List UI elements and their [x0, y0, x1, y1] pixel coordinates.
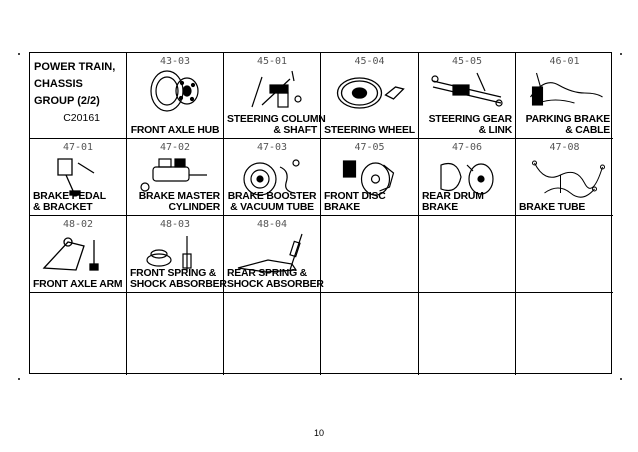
- axle-arm-icon: [38, 230, 118, 276]
- part-code: 48-03: [159, 219, 191, 230]
- part-cell-48-02[interactable]: [30, 216, 127, 293]
- part-cell-47-06[interactable]: [419, 139, 516, 216]
- part-cell-47-08[interactable]: [516, 139, 613, 216]
- part-caption: [324, 125, 415, 136]
- part-cell-47-02[interactable]: [127, 139, 224, 216]
- part-caption: [33, 279, 123, 290]
- group-title-line: CHASSIS: [34, 78, 83, 90]
- part-cell-43-03[interactable]: [127, 53, 224, 139]
- part-caption: [422, 114, 512, 136]
- part-cell-47-03[interactable]: [224, 139, 321, 216]
- part-code: 47-06: [451, 142, 483, 153]
- part-caption: [130, 268, 227, 290]
- part-caption: [130, 125, 220, 136]
- part-caption-line: & VACUUM TUBE: [230, 202, 314, 213]
- part-code: 45-05: [451, 56, 483, 67]
- part-cell-45-01[interactable]: [224, 53, 326, 139]
- part-caption-line: BRAKE PEDAL: [33, 191, 106, 202]
- empty-cell: [30, 293, 127, 375]
- group-code: C20161: [63, 112, 100, 124]
- group-title-line: GROUP (2/2): [34, 95, 100, 107]
- parking-brake-icon: [524, 67, 605, 113]
- part-caption-line: CYLINDER: [168, 202, 220, 213]
- part-code: 47-05: [354, 142, 385, 153]
- group-title-line: POWER TRAIN,: [34, 61, 116, 73]
- part-code: 47-03: [256, 142, 288, 153]
- part-caption-line: SHOCK ABSORBER: [130, 279, 227, 290]
- part-code: 48-02: [62, 219, 94, 230]
- empty-cell: [321, 216, 419, 293]
- group-title: [34, 59, 115, 110]
- part-cell-45-04[interactable]: [321, 53, 419, 139]
- part-caption: [227, 114, 326, 136]
- empty-cell: [516, 293, 613, 375]
- steering-gear-icon: [427, 67, 507, 113]
- part-caption: [422, 191, 512, 213]
- part-cell-47-05[interactable]: [321, 139, 419, 216]
- part-cell-48-03[interactable]: [127, 216, 227, 293]
- part-code: 46-01: [549, 56, 580, 67]
- crop-mark: [18, 53, 20, 55]
- part-caption-line: FRONT DISC: [324, 191, 386, 202]
- empty-cell: [127, 293, 224, 375]
- steering-wheel-icon: [329, 67, 410, 113]
- part-caption-line: STEERING GEAR: [428, 114, 512, 125]
- empty-cell: [419, 216, 516, 293]
- axle-hub-icon: [135, 67, 215, 113]
- empty-cell: [419, 293, 516, 375]
- group-title-cell: [30, 53, 127, 139]
- part-code: 47-02: [159, 142, 191, 153]
- part-caption-line: & BRACKET: [33, 202, 93, 213]
- part-caption-line: BRAKE MASTER: [138, 191, 220, 202]
- brake-tube-icon: [524, 153, 605, 199]
- steering-column-icon: [232, 67, 312, 113]
- part-code: 45-01: [256, 56, 288, 67]
- part-code: 47-08: [549, 142, 580, 153]
- empty-cell: [516, 216, 613, 293]
- part-code: 47-01: [62, 142, 94, 153]
- empty-cell: [224, 293, 321, 375]
- part-cell-46-01[interactable]: [516, 53, 613, 139]
- part-caption-line: FRONT AXLE HUB: [130, 125, 220, 136]
- empty-cell: [321, 293, 419, 375]
- crop-mark: [620, 53, 622, 55]
- part-caption: [227, 268, 324, 290]
- part-cell-48-04[interactable]: [224, 216, 324, 293]
- part-caption-line: STEERING COLUMN: [227, 114, 326, 125]
- part-caption-line: FRONT AXLE ARM: [33, 279, 123, 290]
- part-caption-line: & CABLE: [565, 125, 610, 136]
- page-number: 10: [313, 428, 324, 438]
- part-cell-47-01[interactable]: [30, 139, 127, 216]
- part-caption: [519, 114, 610, 136]
- part-code: 45-04: [354, 56, 385, 67]
- part-caption-line: PARKING BRAKE: [525, 114, 610, 125]
- part-code: 43-03: [159, 56, 191, 67]
- crop-mark: [18, 378, 20, 380]
- part-code: 48-04: [256, 219, 288, 230]
- part-caption-line: REAR SPRING &: [227, 268, 307, 279]
- part-caption: [227, 191, 317, 213]
- part-caption-line: & SHAFT: [273, 125, 317, 136]
- part-caption: [130, 191, 220, 213]
- part-cell-45-05[interactable]: [419, 53, 516, 139]
- part-caption-line: STEERING WHEEL: [324, 125, 415, 136]
- part-caption-line: SHOCK ABSORBER: [227, 279, 324, 290]
- part-caption-line: FRONT SPRING &: [130, 268, 217, 279]
- part-caption-line: REAR DRUM: [422, 191, 484, 202]
- part-caption: [33, 191, 123, 213]
- part-caption-line: BRAKE TUBE: [519, 202, 586, 213]
- part-caption-line: BRAKE BOOSTER: [227, 191, 317, 202]
- part-caption: [519, 202, 610, 213]
- parts-index-grid: [29, 52, 612, 374]
- part-caption-line: BRAKE: [324, 202, 360, 213]
- part-caption-line: BRAKE: [422, 202, 458, 213]
- part-caption-line: & LINK: [478, 125, 512, 136]
- part-caption: [324, 191, 415, 213]
- crop-mark: [620, 378, 622, 380]
